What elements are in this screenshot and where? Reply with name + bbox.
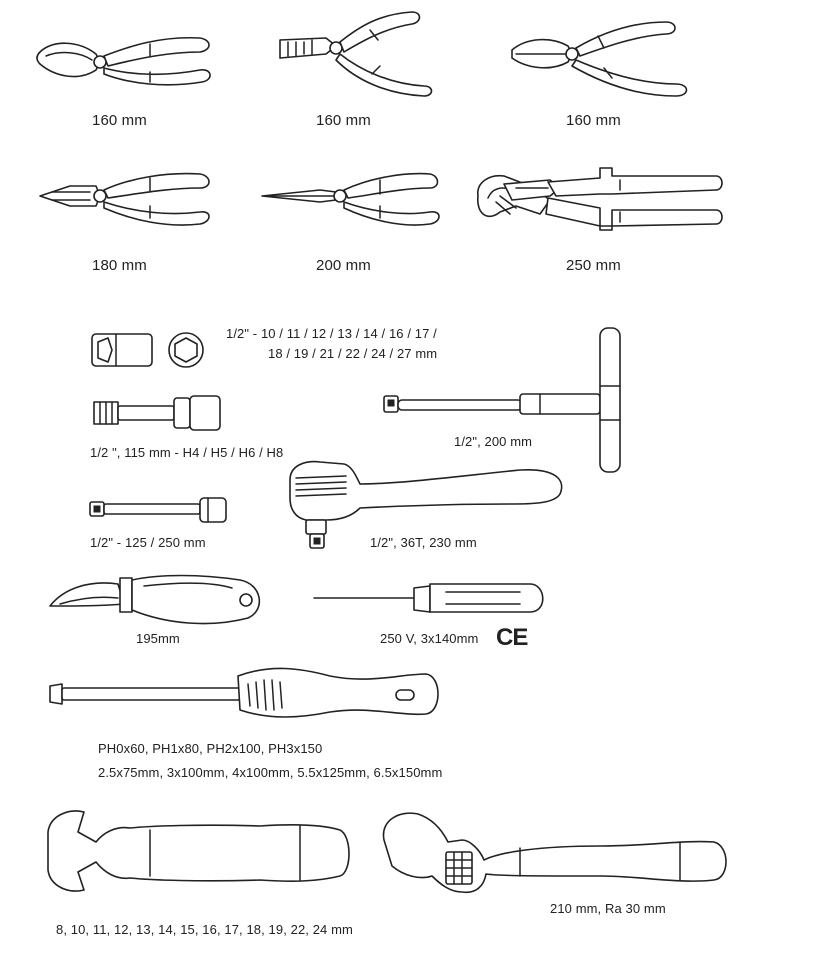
screwdriver-icon	[50, 668, 438, 717]
diagonal-cutter-icon	[512, 22, 687, 96]
socket-sizes-line1: 1/2" - 10 / 11 / 12 / 13 / 14 / 16 / 17 /	[226, 326, 437, 341]
open-end-wrench-icon	[48, 811, 349, 891]
water-pump-pliers-size: 250 mm	[566, 257, 621, 274]
extension-sizes: 1/2" - 125 / 250 mm	[90, 535, 206, 550]
knife-size: 195mm	[136, 631, 180, 646]
wire-stripper-icon	[280, 12, 432, 96]
voltage-tester-icon	[314, 584, 543, 612]
t-handle-size: 1/2", 200 mm	[454, 434, 533, 449]
needle-nose-pliers-icon	[262, 174, 439, 225]
combination-pliers-size: 180 mm	[92, 257, 147, 274]
socket-sizes-line2: 18 / 19 / 21 / 22 / 24 / 27 mm	[268, 346, 438, 361]
socket-side-icon	[92, 334, 152, 366]
phillips-sizes: PH0x60, PH1x80, PH2x100, PH3x150	[98, 741, 323, 756]
socket-hex-icon	[169, 333, 203, 367]
adjustable-wrench-size: 210 mm, Ra 30 mm	[550, 901, 666, 916]
utility-knife-icon	[50, 576, 259, 624]
cable-cutter-size: 160 mm	[92, 112, 147, 129]
tester-spec: 250 V, 3x140mm	[380, 631, 479, 646]
open-wrench-sizes: 8, 10, 11, 12, 13, 14, 15, 16, 17, 18, 19, 22, 24 mm	[56, 922, 353, 937]
adjustable-wrench-icon	[383, 813, 726, 892]
extension-bar-icon	[90, 498, 226, 522]
ratchet-size: 1/2", 36T, 230 mm	[370, 535, 477, 550]
hex-bit-socket-icon	[94, 396, 220, 430]
water-pump-pliers-icon	[478, 168, 722, 230]
diagonal-cutter-size: 160 mm	[566, 112, 621, 129]
needle-nose-pliers-size: 200 mm	[316, 257, 371, 274]
combination-pliers-icon	[40, 174, 209, 225]
cable-cutter-icon	[37, 38, 210, 85]
hex-bit-sizes: 1/2 ", 115 mm - H4 / H5 / H6 / H8	[90, 445, 284, 460]
ce-mark: CE	[496, 624, 528, 651]
wire-stripper-size: 160 mm	[316, 112, 371, 129]
slotted-sizes: 2.5x75mm, 3x100mm, 4x100mm, 5.5x125mm, 6.5x150mm	[98, 765, 443, 780]
